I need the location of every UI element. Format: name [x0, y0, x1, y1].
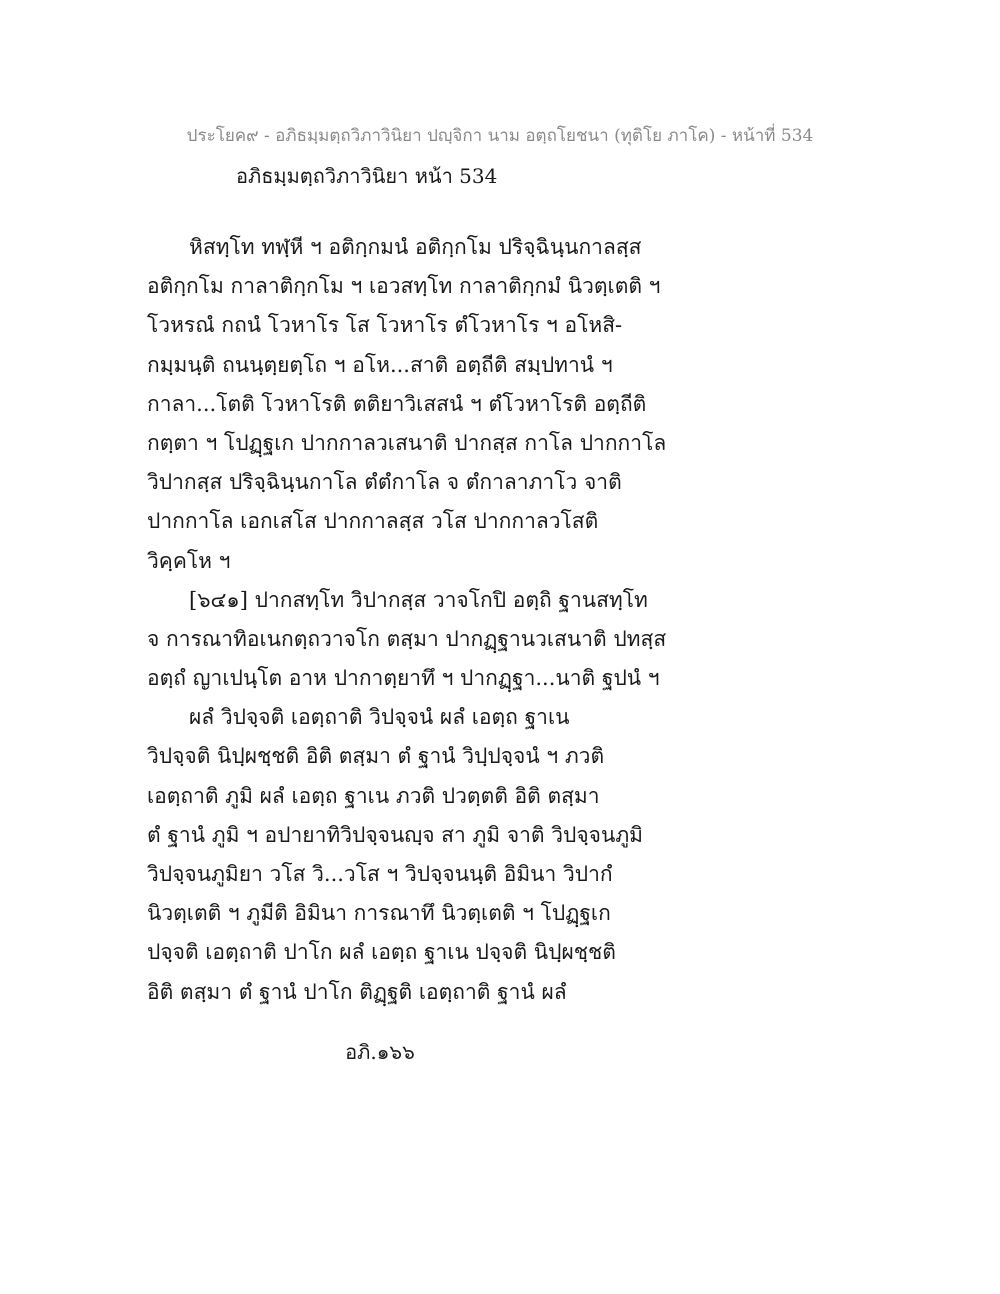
text-line: อตฺถํ ญาเปนฺโต อาห ปากาตฺยาทึ ฯ ปากฏฺฐา...นาติ ฐปนํ ฯ [147, 666, 660, 691]
body-text [147, 228, 847, 1012]
text-line: อิติ ตสฺมา ตํ ฐานํ ปาโก ติฏฺฐติ เอตฺถาติ ฐานํ ผลํ [147, 979, 567, 1004]
text-line: กมฺมนฺติ ถนนฺตฺยตฺโถ ฯ อโห...สาติ อตฺถีติ สมฺปทานํ ฯ [147, 352, 613, 377]
text-line: เอตฺถาติ ภูมิ ผลํ เอตฺถ ฐาเน ภวติ ปวตฺตติ อิติ ตสฺมา [147, 783, 600, 808]
text-line: กาลา...โตติ โวหาโรติ ตติยาวิเสสนํ ฯ ตํโวหาโรติ อตฺถีติ [147, 391, 647, 416]
text-line: นิวตฺเตติ ฯ ภูมีติ อิมินา การณาทึ นิวตฺเตติ ฯ โปฏฺฐเก [147, 901, 611, 926]
running-header: ประโยค๙ - อภิธมฺมตฺถวิภาวินิยา ปญฺจิกา นาม อตฺถโยชนา (ทุติโย ภาโค) - หน้าที่ 534 [186, 126, 814, 146]
text-line: วิปจฺจติ นิปฺผชฺชติ อิติ ตสฺมา ตํ ฐานํ วิปฺปจฺจนํ ฯ ภวติ [147, 744, 605, 769]
page-heading: อภิธมฺมตฺถวิภาวินิยา หน้า 534 [236, 164, 498, 188]
text-line: วิปจฺจนภูมิยา วโส วิ...วโส ฯ วิปจฺจนนฺติ อิมินา วิปากํ [147, 862, 613, 886]
text-line: ตํ ฐานํ ภูมิ ฯ อปายาทิวิปจฺจนญฺจ สา ภูมิ จาติ วิปจฺจนภูมิ [147, 822, 644, 847]
text-line: ปากกาโล เอกเสโส ปากกาลสฺส วโส ปากกาลวโสติ [147, 509, 599, 534]
text-line: ปจฺจติ เอตฺถาติ ปาโก ผลํ เอตฺถ ฐาเน ปจฺจติ นิปฺผชฺชติ [147, 940, 616, 965]
text-line: จ การณาทิอเนกตฺถวาจโก ตสฺมา ปากฏฺฐานวเสนาติ ปทสฺส [147, 626, 667, 651]
text-line: โวหรณํ กถนํ โวหาโร โส โวหาโร ตํโวหาโร ฯ อโหสิ- [147, 313, 623, 338]
text-line: กตฺตา ฯ โปฏฺฐเก ปากกาลวเสนาติ ปากสฺส กาโล ปากกาโล [147, 430, 667, 455]
text-line: อติกฺกโม กาลาติกฺกโม ฯ เอวสทฺโท กาลาติกฺกมํ นิวตฺเตติ ฯ [147, 274, 661, 299]
text-line: หิสทฺโท ทฬฺหี ฯ อติกฺกมนํ อติกฺกโม ปริจฺฉินฺนกาลสฺส [189, 235, 642, 259]
text-line: ผลํ วิปจฺจติ เอตฺถาติ วิปจฺจนํ ผลํ เอตฺถ ฐาเน [189, 705, 570, 730]
text-line: วิปากสฺส ปริจฺฉินฺนกาโล ตํตํกาโล จ ตํกาลาภาโว จาติ [147, 470, 622, 495]
page-marker: อภิ.๑๖๖ [345, 1040, 415, 1064]
text-line: [๖๔๑] ปากสทฺโท วิปากสฺส วาจโกปิ อตฺถิ ฐานสทฺโท [189, 587, 648, 612]
text-line: วิคฺคโห ฯ [147, 548, 231, 573]
